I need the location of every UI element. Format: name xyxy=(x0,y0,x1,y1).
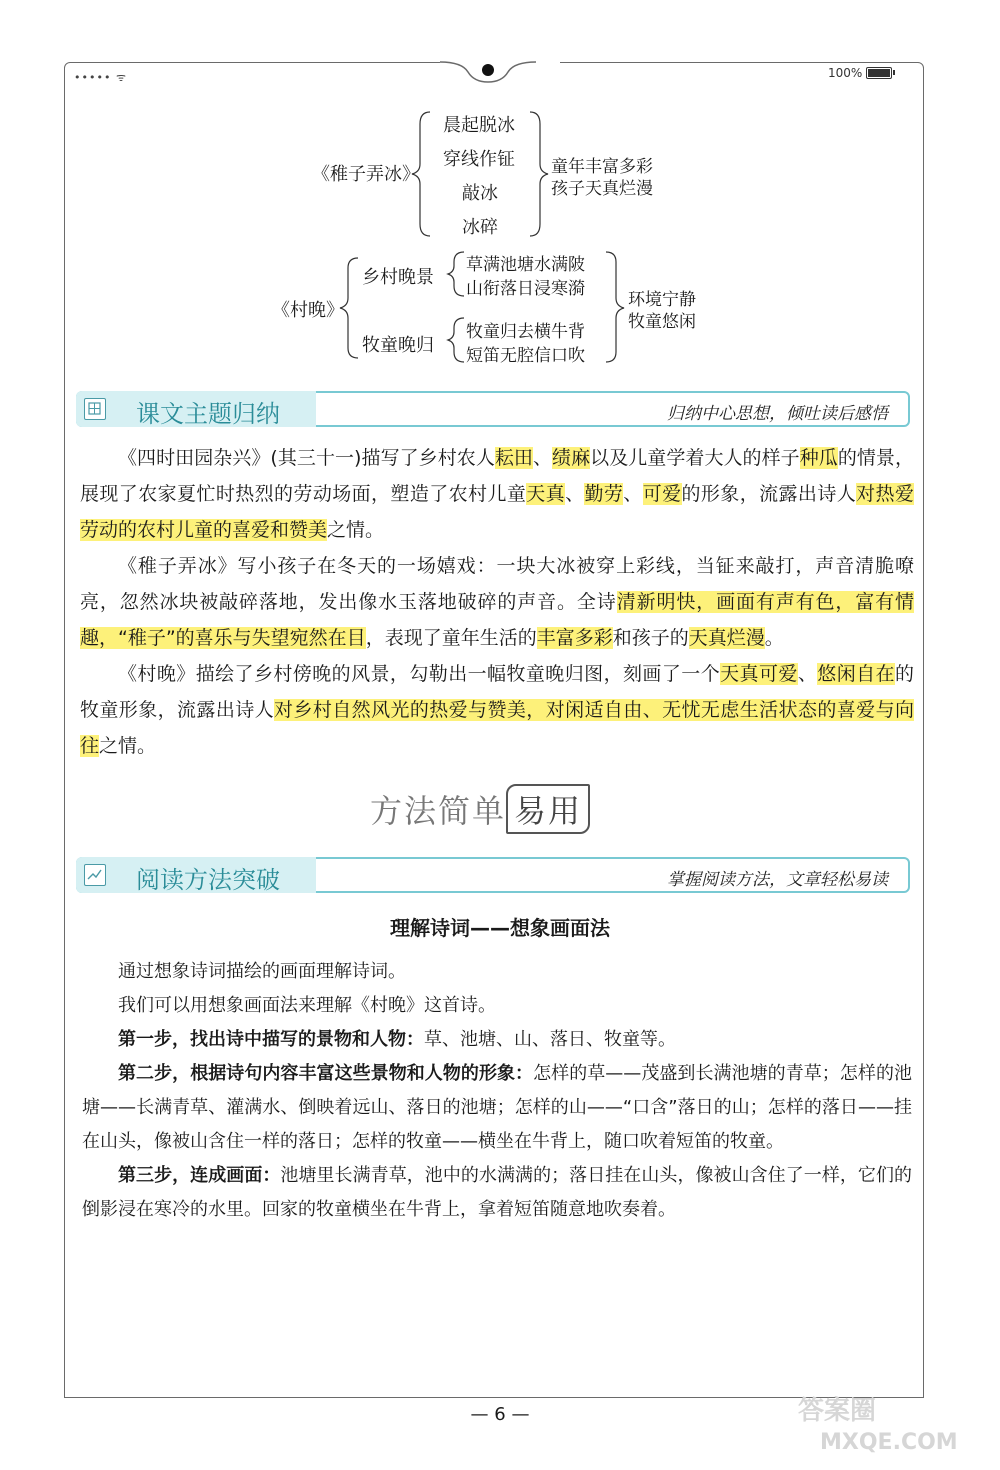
text-run: 。 xyxy=(764,627,784,649)
highlight: 天真可爱 xyxy=(720,663,798,685)
watermark-logo: 答案圈 xyxy=(798,1396,877,1426)
text-run: 、 xyxy=(532,447,553,469)
diagram-summary: 牧童悠闲 xyxy=(628,312,696,332)
signal-indicator: ••••• ᯤ xyxy=(74,71,127,84)
diagram-step: 晨起脱冰 xyxy=(443,115,515,136)
diagram-summary: 童年丰富多彩 xyxy=(551,157,653,177)
chapter-heading xyxy=(370,784,590,834)
chart-icon xyxy=(84,864,106,886)
diagram-poem-line: 山衔落日浸寒漪 xyxy=(466,279,585,299)
text-run: ，表现了童年生活的 xyxy=(365,627,537,649)
text-run: 和孩子的 xyxy=(612,627,689,649)
section-title: 阅读方法突破 xyxy=(136,866,280,894)
diagram-step: 冰碎 xyxy=(462,217,498,238)
text-run: 、 xyxy=(797,663,818,685)
text-run: 之情。 xyxy=(99,735,157,757)
method-paragraph: 我们可以用想象画面法来理解《村晚》这首诗。 xyxy=(118,995,496,1016)
method-step-3 xyxy=(82,1159,912,1227)
diagram-poem-line: 短笛无腔信口吹 xyxy=(466,346,585,366)
step-label: 第二步，根据诗句内容丰富这些景物和人物的形象： xyxy=(118,1063,534,1084)
method-paragraph: 通过想象诗词描绘的画面理解诗词。 xyxy=(118,961,406,982)
heading-text: 方法简单 xyxy=(370,792,507,830)
diagram-step: 敲冰 xyxy=(462,183,498,204)
highlight: 种瓜 xyxy=(799,447,838,469)
highlight: 天真烂漫 xyxy=(688,627,765,649)
diagram-title: 《村晚》 xyxy=(272,300,344,321)
section-banner-method xyxy=(76,857,910,897)
method-step-2 xyxy=(82,1057,912,1159)
highlight: 绩麻 xyxy=(552,447,591,469)
theme-paragraph-1 xyxy=(80,440,914,548)
diagram-summary: 环境宁静 xyxy=(628,290,696,310)
text-run: 《稚子弄冰》写小孩子在冬天的一场嬉戏：一块大冰被穿上彩线，当钲来敲打，声音清脆嘹亮，忽然冰块被敲碎落地，发出像水玉落地破碎的声音。全诗 xyxy=(80,555,914,613)
method-title: 理解诗词——想象画面法 xyxy=(390,916,610,940)
method-body xyxy=(82,955,912,1227)
page-number: — 6 — xyxy=(470,1404,530,1425)
text-run: 的牧童形象，流露出诗人 xyxy=(80,663,914,721)
text-run: 的形象，流露出诗人 xyxy=(681,483,857,505)
highlight: 勤劳 xyxy=(584,483,624,505)
text-run: 、 xyxy=(565,483,585,505)
step-label: 第三步，连成画面： xyxy=(118,1165,281,1186)
section-subtitle: 归纳中心思想，倾吐读后感悟 xyxy=(667,404,888,424)
step-text: 草、池塘、山、落日、牧童等。 xyxy=(424,1029,676,1050)
method-step-1 xyxy=(82,1023,912,1057)
diagram-poem-line: 草满池塘水满陂 xyxy=(466,255,585,275)
section-subtitle: 掌握阅读方法，文章轻松易读 xyxy=(667,870,888,890)
highlight: 天真 xyxy=(526,483,566,505)
section-banner-themes xyxy=(76,391,910,431)
text-run: 的情景，展现了农家夏忙时热烈的劳动场面，塑造了农村儿童 xyxy=(80,447,914,505)
highlight: 丰富多彩 xyxy=(536,627,613,649)
text-run: 《四时田园杂兴》(其三十一)描写了乡村农人 xyxy=(118,447,495,469)
theme-paragraph-2 xyxy=(80,548,914,656)
watermark-url: MXQE.COM xyxy=(820,1430,958,1455)
text-run: 、 xyxy=(623,483,643,505)
battery-percent: 100% xyxy=(828,66,863,80)
heading-boxed-text: 易用 xyxy=(506,784,590,834)
grid-icon xyxy=(84,398,106,420)
highlight: 清新明快，画面有声有色，富有情趣，“稚子”的喜乐与失望宛然在目 xyxy=(80,591,914,649)
diagram-scene-label: 乡村晚景 xyxy=(362,267,434,288)
diagram-scene-label: 牧童晚归 xyxy=(362,335,434,356)
step-text: 怎样的草——茂盛到长满池塘的青草；怎样的池塘——长满青草、灌满水、倒映着远山、落日的池塘；怎样的山——“口含”落日的山；怎样的落日——挂在山头，像被山含住一样的落日；怎样的牧童——横坐在牛背上，随口吹着短笛的牧童。 xyxy=(82,1063,912,1152)
step-label: 第一步，找出诗中描写的景物和人物： xyxy=(118,1029,424,1050)
text-run: 《村晚》描绘了乡村傍晚的风景，勾勒出一幅牧童晚归图，刻画了一个 xyxy=(118,663,721,685)
highlight: 对乡村自然风光的热爱与赞美，对闲适自由、无忧无虑生活状态的喜爱与向往 xyxy=(80,699,914,757)
step-text: 池塘里长满青草，池中的水满满的；落日挂在山头，像被山含住了一样，它们的倒影浸在寒冷的水里。回家的牧童横坐在牛背上，拿着短笛随意地吹奏着。 xyxy=(82,1165,912,1220)
section-title: 课文主题归纳 xyxy=(136,400,280,428)
highlight: 对热爱劳动的农村儿童的喜爱和赞美 xyxy=(80,483,914,541)
theme-paragraph-3 xyxy=(80,656,914,764)
diagram-poem-line: 牧童归去横牛背 xyxy=(466,322,585,342)
diagram-title: 《稚子弄冰》 xyxy=(312,164,420,185)
highlight: 可爱 xyxy=(642,483,682,505)
highlight: 耘田 xyxy=(494,447,533,469)
theme-paragraphs xyxy=(80,440,914,764)
text-run: 之情。 xyxy=(327,519,385,541)
diagram-step: 穿线作钲 xyxy=(443,149,515,170)
highlight: 悠闲自在 xyxy=(817,663,895,685)
text-run: 以及儿童学着大人的样子 xyxy=(590,447,800,469)
diagram-summary: 孩子天真烂漫 xyxy=(551,179,653,199)
